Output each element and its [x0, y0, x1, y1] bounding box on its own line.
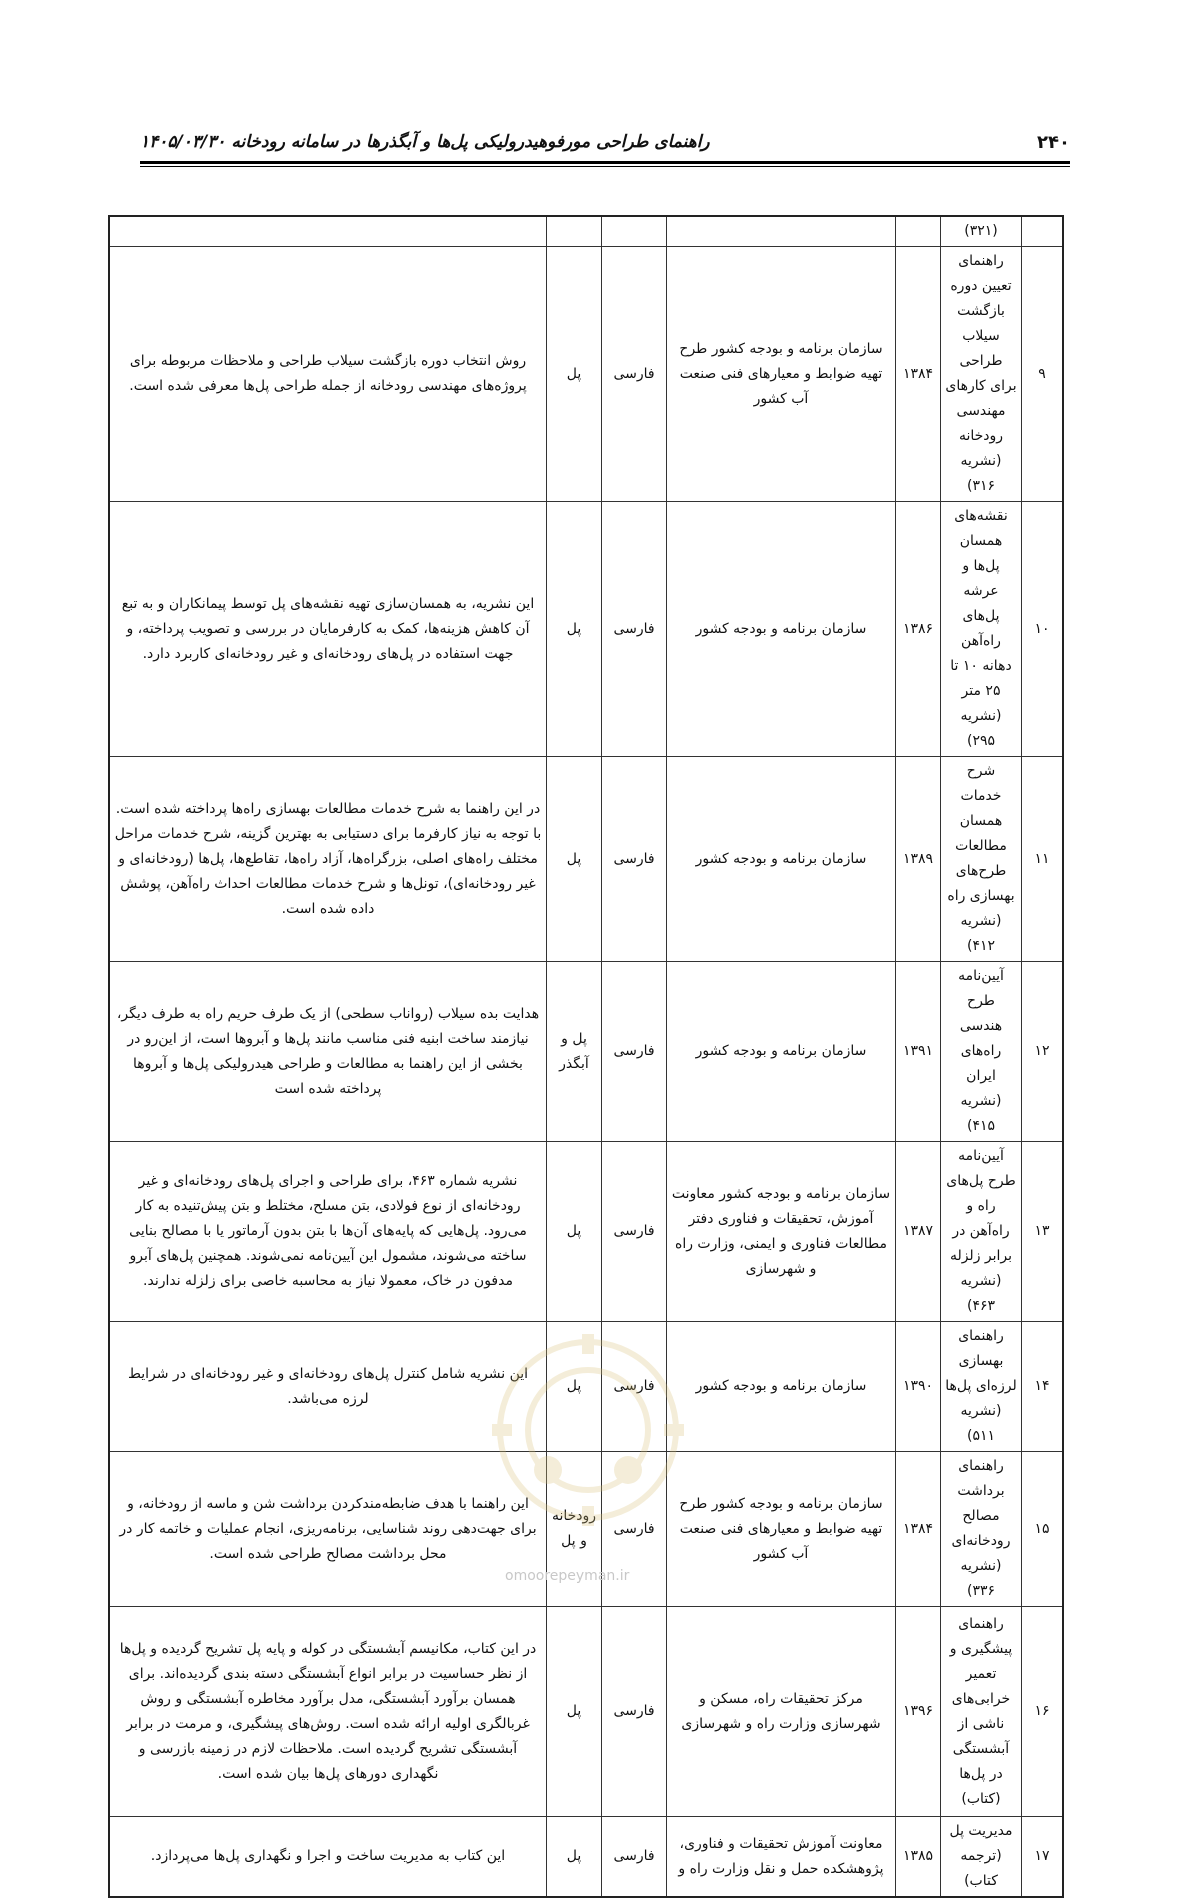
row-publisher: [667, 216, 896, 247]
row-description: این کتاب به مدیریت ساخت و اجرا و نگهداری پل‌ها می‌پردازد.: [109, 1817, 547, 1898]
row-year: ۱۳۸۵: [896, 1817, 941, 1898]
row-title: راهنمای بهسازی لرزه‌ای پل‌ها (نشریه ۵۱۱): [941, 1322, 1022, 1452]
row-language: فارسی: [602, 502, 667, 757]
row-number: ۱۷: [1022, 1817, 1064, 1898]
row-number: ۱۲: [1022, 962, 1064, 1142]
row-number: ۱۴: [1022, 1322, 1064, 1452]
row-category: پل: [547, 1817, 602, 1898]
row-category: پل: [547, 1607, 602, 1817]
row-year: ۱۳۹۶: [896, 1607, 941, 1817]
row-language: فارسی: [602, 757, 667, 962]
row-publisher: سازمان برنامه و بودجه کشور طرح تهیه ضوابط و معیارهای فنی صنعت آب کشور: [667, 247, 896, 502]
table-row: [109, 247, 1063, 502]
row-year: [896, 216, 941, 247]
row-year: ۱۳۸۹: [896, 757, 941, 962]
row-language: فارسی: [602, 1452, 667, 1607]
row-publisher: سازمان برنامه و بودجه کشور معاونت آموزش، تحقیقات و فناوری دفتر مطالعات فناوری و ایمنی، وزارت راه و شهرسازی: [667, 1142, 896, 1322]
table-row: [109, 1607, 1063, 1817]
row-year: ۱۳۸۴: [896, 1452, 941, 1607]
row-number: ۱۰: [1022, 502, 1064, 757]
table-row: [109, 216, 1063, 247]
row-category: پل: [547, 502, 602, 757]
row-year: ۱۳۹۱: [896, 962, 941, 1142]
table-row: [109, 757, 1063, 962]
row-publisher: سازمان برنامه و بودجه کشور طرح تهیه ضوابط و معیارهای فنی صنعت آب کشور: [667, 1452, 896, 1607]
row-publisher: سازمان برنامه و بودجه کشور: [667, 1322, 896, 1452]
row-description: این نشریه شامل کنترل پل‌های رودخانه‌ای و غیر رودخانه‌ای در شرایط لرزه می‌باشد.: [109, 1322, 547, 1452]
row-number: ۹: [1022, 247, 1064, 502]
row-category: رودخانه و پل: [547, 1452, 602, 1607]
row-title: آیین‌نامه طرح پل‌های راه و راه‌آهن در برابر زلزله (نشریه ۴۶۳): [941, 1142, 1022, 1322]
row-title: راهنمای پیشگیری و تعمیر خرابی‌های ناشی از آبشستگی در پل‌ها (کتاب): [941, 1607, 1022, 1817]
row-publisher: سازمان برنامه و بودجه کشور: [667, 962, 896, 1142]
row-number: ۱۳: [1022, 1142, 1064, 1322]
row-language: فارسی: [602, 962, 667, 1142]
row-title: مدیریت پل (ترجمه کتاب): [941, 1817, 1022, 1898]
row-number: ۱۵: [1022, 1452, 1064, 1607]
header-rule: [140, 161, 1070, 164]
header-rule-thin: [140, 166, 1070, 167]
row-category: پل: [547, 1322, 602, 1452]
row-description: در این کتاب، مکانیسم آبشستگی در کوله و پایه پل تشریح گردیده و پل‌ها از نظر حساسیت در برابر انواع آبشستگی دسته بندی گردیده‌اند. برای همسان برآورد آبشستگی، مدل برآورد مخاطره آبشستگی و روش غربالگری اولیه ارائه شده است. روش‌های پیشگیری، و مرمت در برابر آبشستگی تشریح گردیده است. ملاحظات لازم در زمینه بازرسی و نگهداری دورهای پل‌ها بیان شده است.: [109, 1607, 547, 1817]
table-row: [109, 1817, 1063, 1898]
row-language: فارسی: [602, 1817, 667, 1898]
row-description: این نشریه، به همسان‌سازی تهیه نقشه‌های پل توسط پیمانکاران و به تبع آن کاهش هزینه‌ها، کمک به کارفرمایان در بررسی و تصویب پرداخته، و جهت استفاده در پل‌های رودخانه‌ای و غیر رودخانه‌ای کاربرد دارد.: [109, 502, 547, 757]
row-year: ۱۳۸۷: [896, 1142, 941, 1322]
row-title: نقشه‌های همسان پل‌ها و عرشه پل‌های راه‌آهن دهانه ۱۰ تا ۲۵ متر (نشریه ۲۹۵): [941, 502, 1022, 757]
row-description: [109, 216, 547, 247]
row-description: این راهنما با هدف ضابطه‌مندکردن برداشت شن و ماسه از رودخانه، و برای جهت‌دهی روند شناسایی، برنامه‌ریزی، انجام عملیات و خاتمه کار در محل برداشت مصالح طراحی شده است.: [109, 1452, 547, 1607]
row-category: پل: [547, 757, 602, 962]
row-number: ۱۶: [1022, 1607, 1064, 1817]
row-category: پل: [547, 247, 602, 502]
row-description: در این راهنما به شرح خدمات مطالعات بهسازی راه‌ها پرداخته شده است. با توجه به نیاز کارفرما برای دستیابی به بهترین گزینه، شرح خدمات مراحل مختلف راه‌های اصلی، بزرگراه‌ها، آزاد راه‌ها، تقاطع‌ها، پل‌ها (رودخانه‌ای و غیر رودخانه‌ای)، تونل‌ها و شرح خدمات مطالعات احداث راه‌آهن، پوشش داده شده است.: [109, 757, 547, 962]
row-year: ۱۳۹۰: [896, 1322, 941, 1452]
watermark-text: omoorepeyman.ir: [505, 1568, 630, 1584]
table-row: [109, 502, 1063, 757]
table-row: [109, 1142, 1063, 1322]
page-number: ۲۴۰: [1037, 132, 1070, 153]
row-description: هدایت بده سیلاب (رواناب سطحی) از یک طرف حریم راه به طرف دیگر، نیازمند ساخت ابنیه فنی مناسب مانند پل‌ها و آبروها است، از این‌رو در بخشی از این راهنما به مطالعات و طراحی هیدرولیکی پل‌ها و آبروها پرداخته شده است: [109, 962, 547, 1142]
references-table: [108, 215, 1064, 1898]
row-title: شرح خدمات همسان مطالعات طرح‌های بهسازی راه (نشریه ۴۱۲): [941, 757, 1022, 962]
row-number: ۱۱: [1022, 757, 1064, 962]
row-language: فارسی: [602, 1322, 667, 1452]
row-language: فارسی: [602, 1607, 667, 1817]
row-year: ۱۳۸۴: [896, 247, 941, 502]
row-title: راهنمای برداشت مصالح رودخانه‌ای (نشریه ۳۳۶): [941, 1452, 1022, 1607]
row-language: [602, 216, 667, 247]
row-publisher: سازمان برنامه و بودجه کشور: [667, 757, 896, 962]
table-row: [109, 962, 1063, 1142]
row-category: پل: [547, 1142, 602, 1322]
row-description: روش انتخاب دوره بازگشت سیلاب طراحی و ملاحظات مربوطه برای پروژه‌های مهندسی رودخانه از جمله طراحی پل‌ها معرفی شده است.: [109, 247, 547, 502]
row-description: نشریه شماره ۴۶۳، برای طراحی و اجرای پل‌های رودخانه‌ای و غیر رودخانه‌ای از نوع فولادی، بتن مسلح، مختلط و بتن پیش‌تنیده به کار می‌رود. پل‌هایی که پایه‌های آن‌ها با بتن بدون آرماتور یا با مصالح بنایی ساخته می‌شوند، مشمول این آیین‌نامه نمی‌شوند. همچنین پل‌های آبرو مدفون در خاک، معمولا نیاز به محاسبه خاصی برای زلزله ندارند.: [109, 1142, 547, 1322]
row-language: فارسی: [602, 1142, 667, 1322]
row-category: [547, 216, 602, 247]
header-title: راهنمای طراحی مورفوهیدرولیکی پل‌ها و آبگذرها در سامانه رودخانه ۱۴۰۵/۰۳/۳۰: [140, 132, 710, 152]
row-publisher: سازمان برنامه و بودجه کشور: [667, 502, 896, 757]
row-title: راهنمای تعیین دوره بازگشت سیلاب طراحی برای کارهای مهندسی رودخانه (نشریه ۳۱۶): [941, 247, 1022, 502]
seal-gear-icon: [488, 1330, 688, 1530]
page-header: [140, 130, 1070, 170]
row-publisher: معاونت آموزش تحقیقات و فناوری، پژوهشکده حمل و نقل وزارت راه و: [667, 1817, 896, 1898]
row-year: ۱۳۸۶: [896, 502, 941, 757]
row-number: [1022, 216, 1064, 247]
row-title: آیین‌نامه طرح هندسی راه‌های ایران (نشریه ۴۱۵): [941, 962, 1022, 1142]
row-publisher: مرکز تحقیقات راه، مسکن و شهرسازی وزارت راه و شهرسازی: [667, 1607, 896, 1817]
row-title: (۳۲۱): [941, 216, 1022, 247]
table-body: [109, 216, 1063, 1897]
row-language: فارسی: [602, 247, 667, 502]
row-category: پل و آبگذر: [547, 962, 602, 1142]
